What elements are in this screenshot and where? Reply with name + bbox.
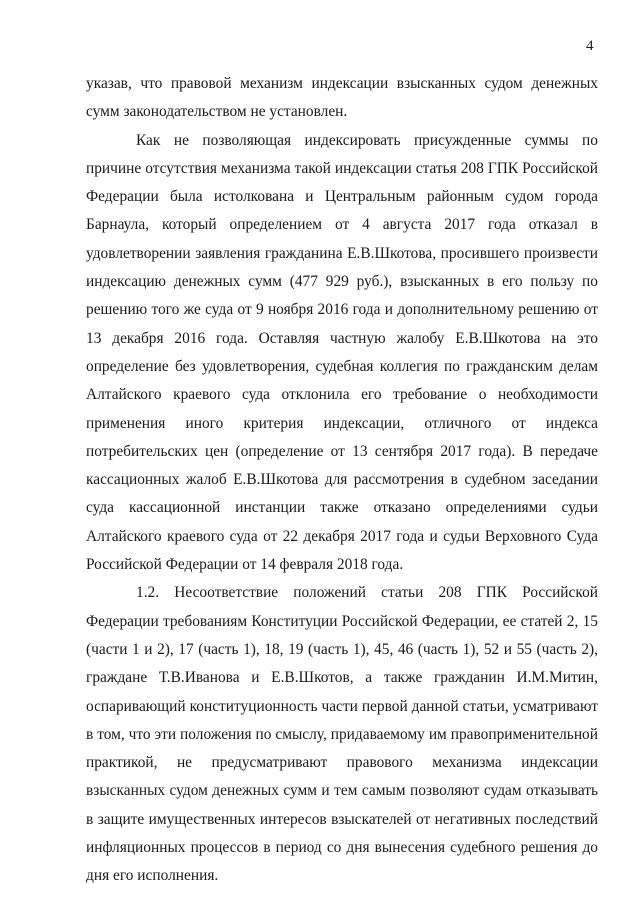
paragraph-continuation: указав, что правовой механизм индексации взысканных судом денежных сумм законодательством не установлен. xyxy=(86,75,598,121)
paragraph-indexation-refusal: Как не позволяющая индексировать присужденные суммы по причине отсутствия механизма такой индексации статья 208 ГПК Российской Федерации была истолкована и Центральным районным судом города Барнаула, который определением от 4 августа 2017 года отказал в удовлетворении заявления гражданина Е.В.Шкотова, просившего произвести индексацию денежных сумм (477 929 руб.), взысканных в его пользу по решению того же суда от 9 ноября 2016 года и дополнительному решению от 13 декабря 2016 года. Оставляя частную жалобу Е.В.Шкотова на это определение без удовлетворения, судебная коллегия по гражданским делам Алтайского краевого суда отклонила его требование о необходимости применения иного критерия индексации, отличного от индекса потребительских цен (определение от 13 сентября 2017 года). В передаче кассационных жалоб Е.В.Шкотова для рассмотрения в судебном заседании суда кассационной инстанции также отказано определениями судьи Алтайского краевого суда от 22 декабря 2017 года и судьи Верховного Суда Российской Федерации от 14 февраля 2018 года. xyxy=(86,131,598,574)
page-number: 4 xyxy=(586,38,594,54)
paragraph-constitutional-complaint: 1.2. Несоответствие положений статьи 208 ГПК Российской Федерации требованиям Конституции Российской Федерации, ее статей 2, 15 (части 1 и 2), 17 (часть 1), 18, 19 (часть 1), 45, 46 (часть 1), 52 и 55 (часть 2), граждане Т.В.Иванова и Е.В.Шкотов, а также гражданин И.М.Митин, оспаривающий конституционность части первой данной статьи, усматривают в том, что эти положения по смыслу, придаваемому им правоприменительной практикой, не предусматривают правового механизма индексации взысканных судом денежных сумм и тем самым позволяют судам отказывать в защите имущественных интересов взыскателей от негативных последствий инфляционных процессов в период со дня вынесения судебного решения до дня его исполнения. xyxy=(86,584,598,885)
document-body xyxy=(86,70,598,891)
